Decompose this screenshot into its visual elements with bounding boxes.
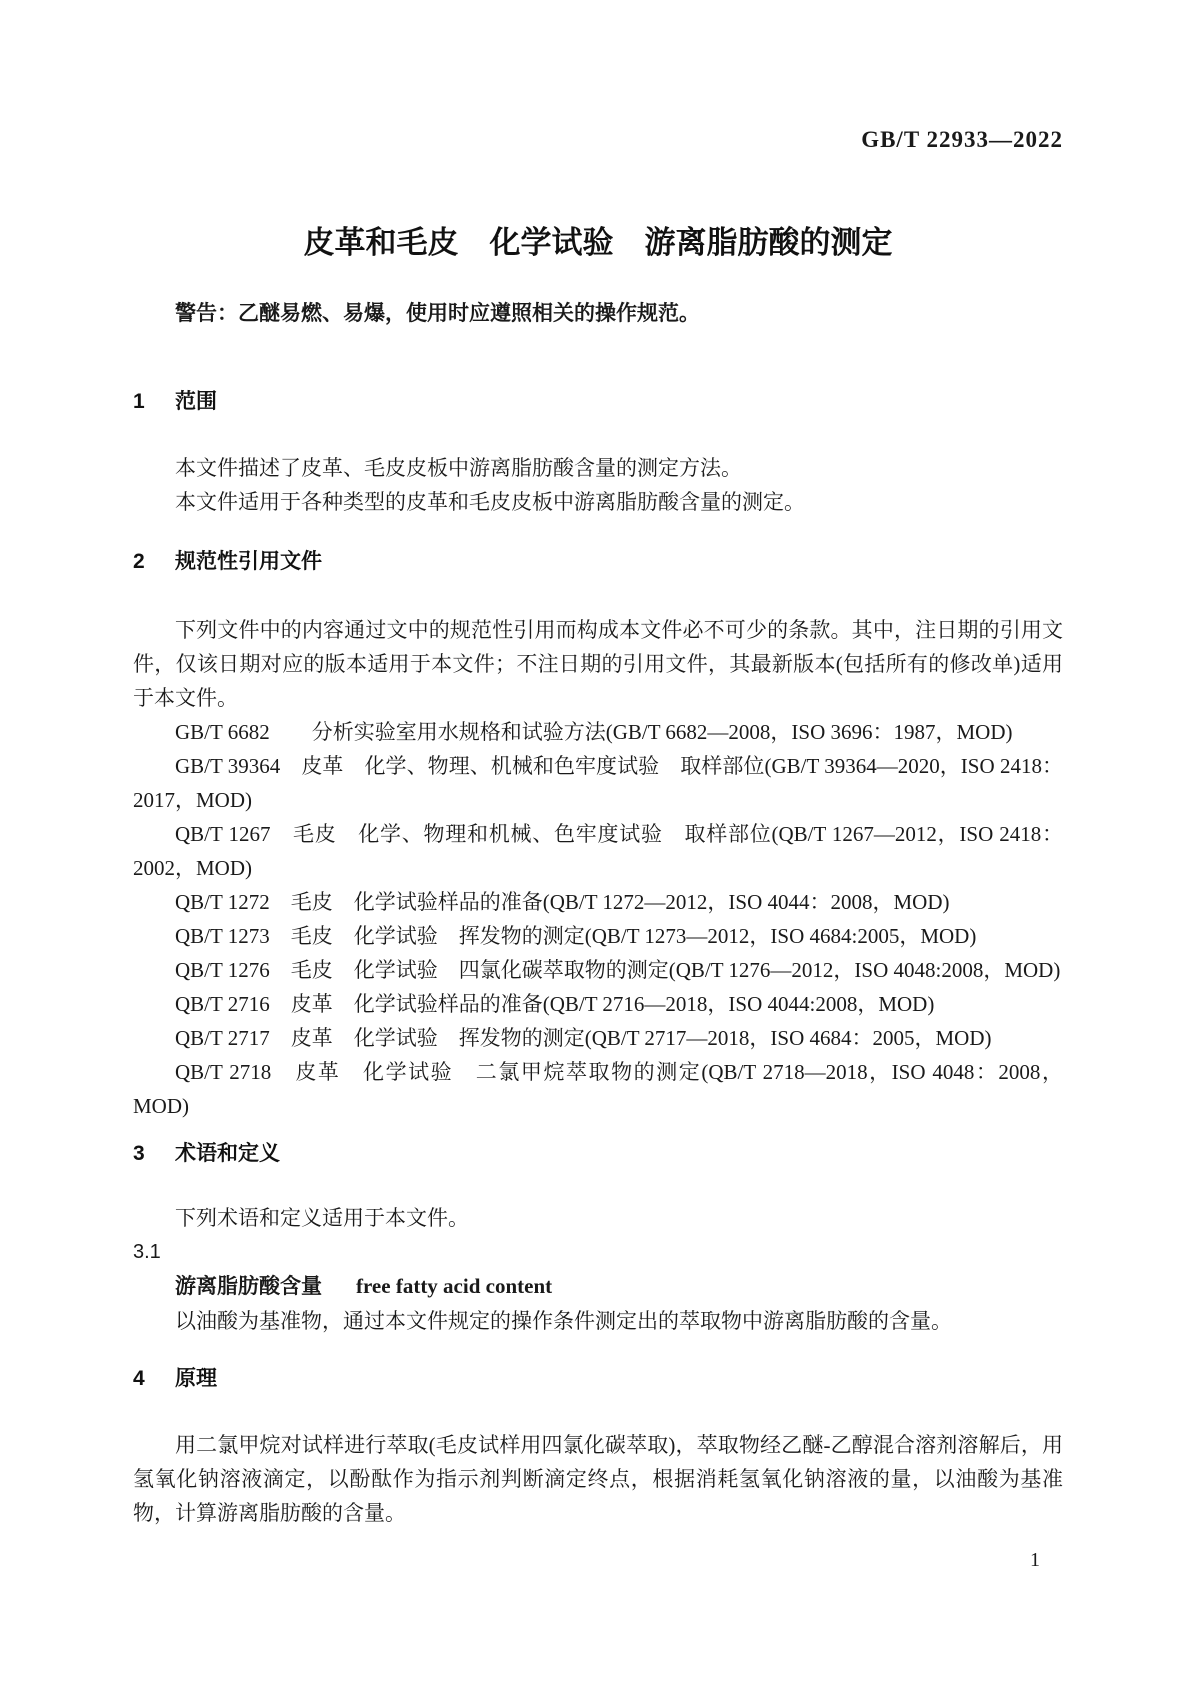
- term-name-en: free fatty acid content: [356, 1274, 553, 1298]
- section-3-heading: [133, 1139, 1063, 1169]
- reference-item: QB/T 2718 皮革 化学试验 二氯甲烷萃取物的测定(QB/T 2718—2018，ISO 4048：2008，MOD): [133, 1060, 1063, 1118]
- reference-item: GB/T 39364 皮革 化学、物理、机械和色牢度试验 取样部位(GB/T 39364—2020，ISO 2418：2017，MOD): [133, 754, 1063, 812]
- terms-intro: 下列术语和定义适用于本文件。: [175, 1206, 469, 1230]
- section-3-title: 术语和定义: [175, 1142, 280, 1165]
- document-title: 皮革和毛皮 化学试验 游离脂肪酸的测定: [303, 225, 893, 260]
- page-footer: [1030, 1548, 1040, 1572]
- reference-item: GB/T 6682 分析实验室用水规格和试验方法(GB/T 6682—2008，ISO 3696：1987，MOD): [175, 720, 1013, 744]
- reference-item: QB/T 1272 毛皮 化学试验样品的准备(QB/T 1272—2012，ISO 4044：2008，MOD): [175, 890, 950, 914]
- standard-code: GB/T 22933—2022: [861, 127, 1063, 152]
- term-line: [133, 1269, 1063, 1304]
- section-3-number: 3: [133, 1142, 145, 1165]
- term-name-zh: 游离脂肪酸含量: [175, 1275, 322, 1298]
- reference-item: QB/T 2717 皮革 化学试验 挥发物的测定(QB/T 2717—2018，ISO 4684：2005，MOD): [175, 1026, 992, 1050]
- principle-paragraph: 用二氯甲烷对试样进行萃取(毛皮试样用四氯化碳萃取)，萃取物经乙醚-乙醇混合溶剂溶解后，用氢氧化钠溶液滴定，以酚酞作为指示剂判断滴定终点，根据消耗氢氧化钠溶液的量，以油酸为基准物，计算游离脂肪酸的含量。: [133, 1433, 1063, 1525]
- page-number: 1: [1030, 1549, 1040, 1571]
- section-2-heading: [133, 547, 1063, 577]
- section-1-number: 1: [133, 390, 145, 413]
- section-4-heading: [133, 1364, 1063, 1394]
- reference-item: QB/T 1276 毛皮 化学试验 四氯化碳萃取物的测定(QB/T 1276—2012，ISO 4048:2008，MOD): [175, 958, 1061, 982]
- section-1-title: 范围: [175, 390, 217, 413]
- scope-paragraph-1: 本文件描述了皮革、毛皮皮板中游离脂肪酸含量的测定方法。: [175, 456, 742, 480]
- normative-refs-intro: 下列文件中的内容通过文中的规范性引用而构成本文件必不可少的条款。其中，注日期的引用文件，仅该日期对应的版本适用于本文件；不注日期的引用文件，其最新版本(包括所有的修改单)适用于本文件。: [133, 618, 1063, 710]
- page-header: [133, 0, 1063, 153]
- warning-text: 警告：乙醚易燃、易爆，使用时应遵照相关的操作规范。: [175, 302, 700, 325]
- section-2-number: 2: [133, 550, 145, 573]
- section-1-heading: [133, 387, 1063, 417]
- term-definition: 以油酸为基准物，通过本文件规定的操作条件测定出的萃取物中游离脂肪酸的含量。: [175, 1309, 952, 1333]
- reference-item: QB/T 1267 毛皮 化学、物理和机械、色牢度试验 取样部位(QB/T 1267—2012，ISO 2418：2002，MOD): [133, 822, 1063, 880]
- reference-item: QB/T 1273 毛皮 化学试验 挥发物的测定(QB/T 1273—2012，ISO 4684:2005，MOD): [175, 924, 977, 948]
- scope-paragraph-2: 本文件适用于各种类型的皮革和毛皮皮板中游离脂肪酸含量的测定。: [175, 490, 805, 514]
- term-number: 3.1: [133, 1241, 161, 1263]
- section-4-title: 原理: [175, 1367, 217, 1390]
- section-2-title: 规范性引用文件: [175, 550, 322, 573]
- section-4-number: 4: [133, 1367, 145, 1390]
- reference-item: QB/T 2716 皮革 化学试验样品的准备(QB/T 2716—2018，ISO 4044:2008，MOD): [175, 992, 935, 1016]
